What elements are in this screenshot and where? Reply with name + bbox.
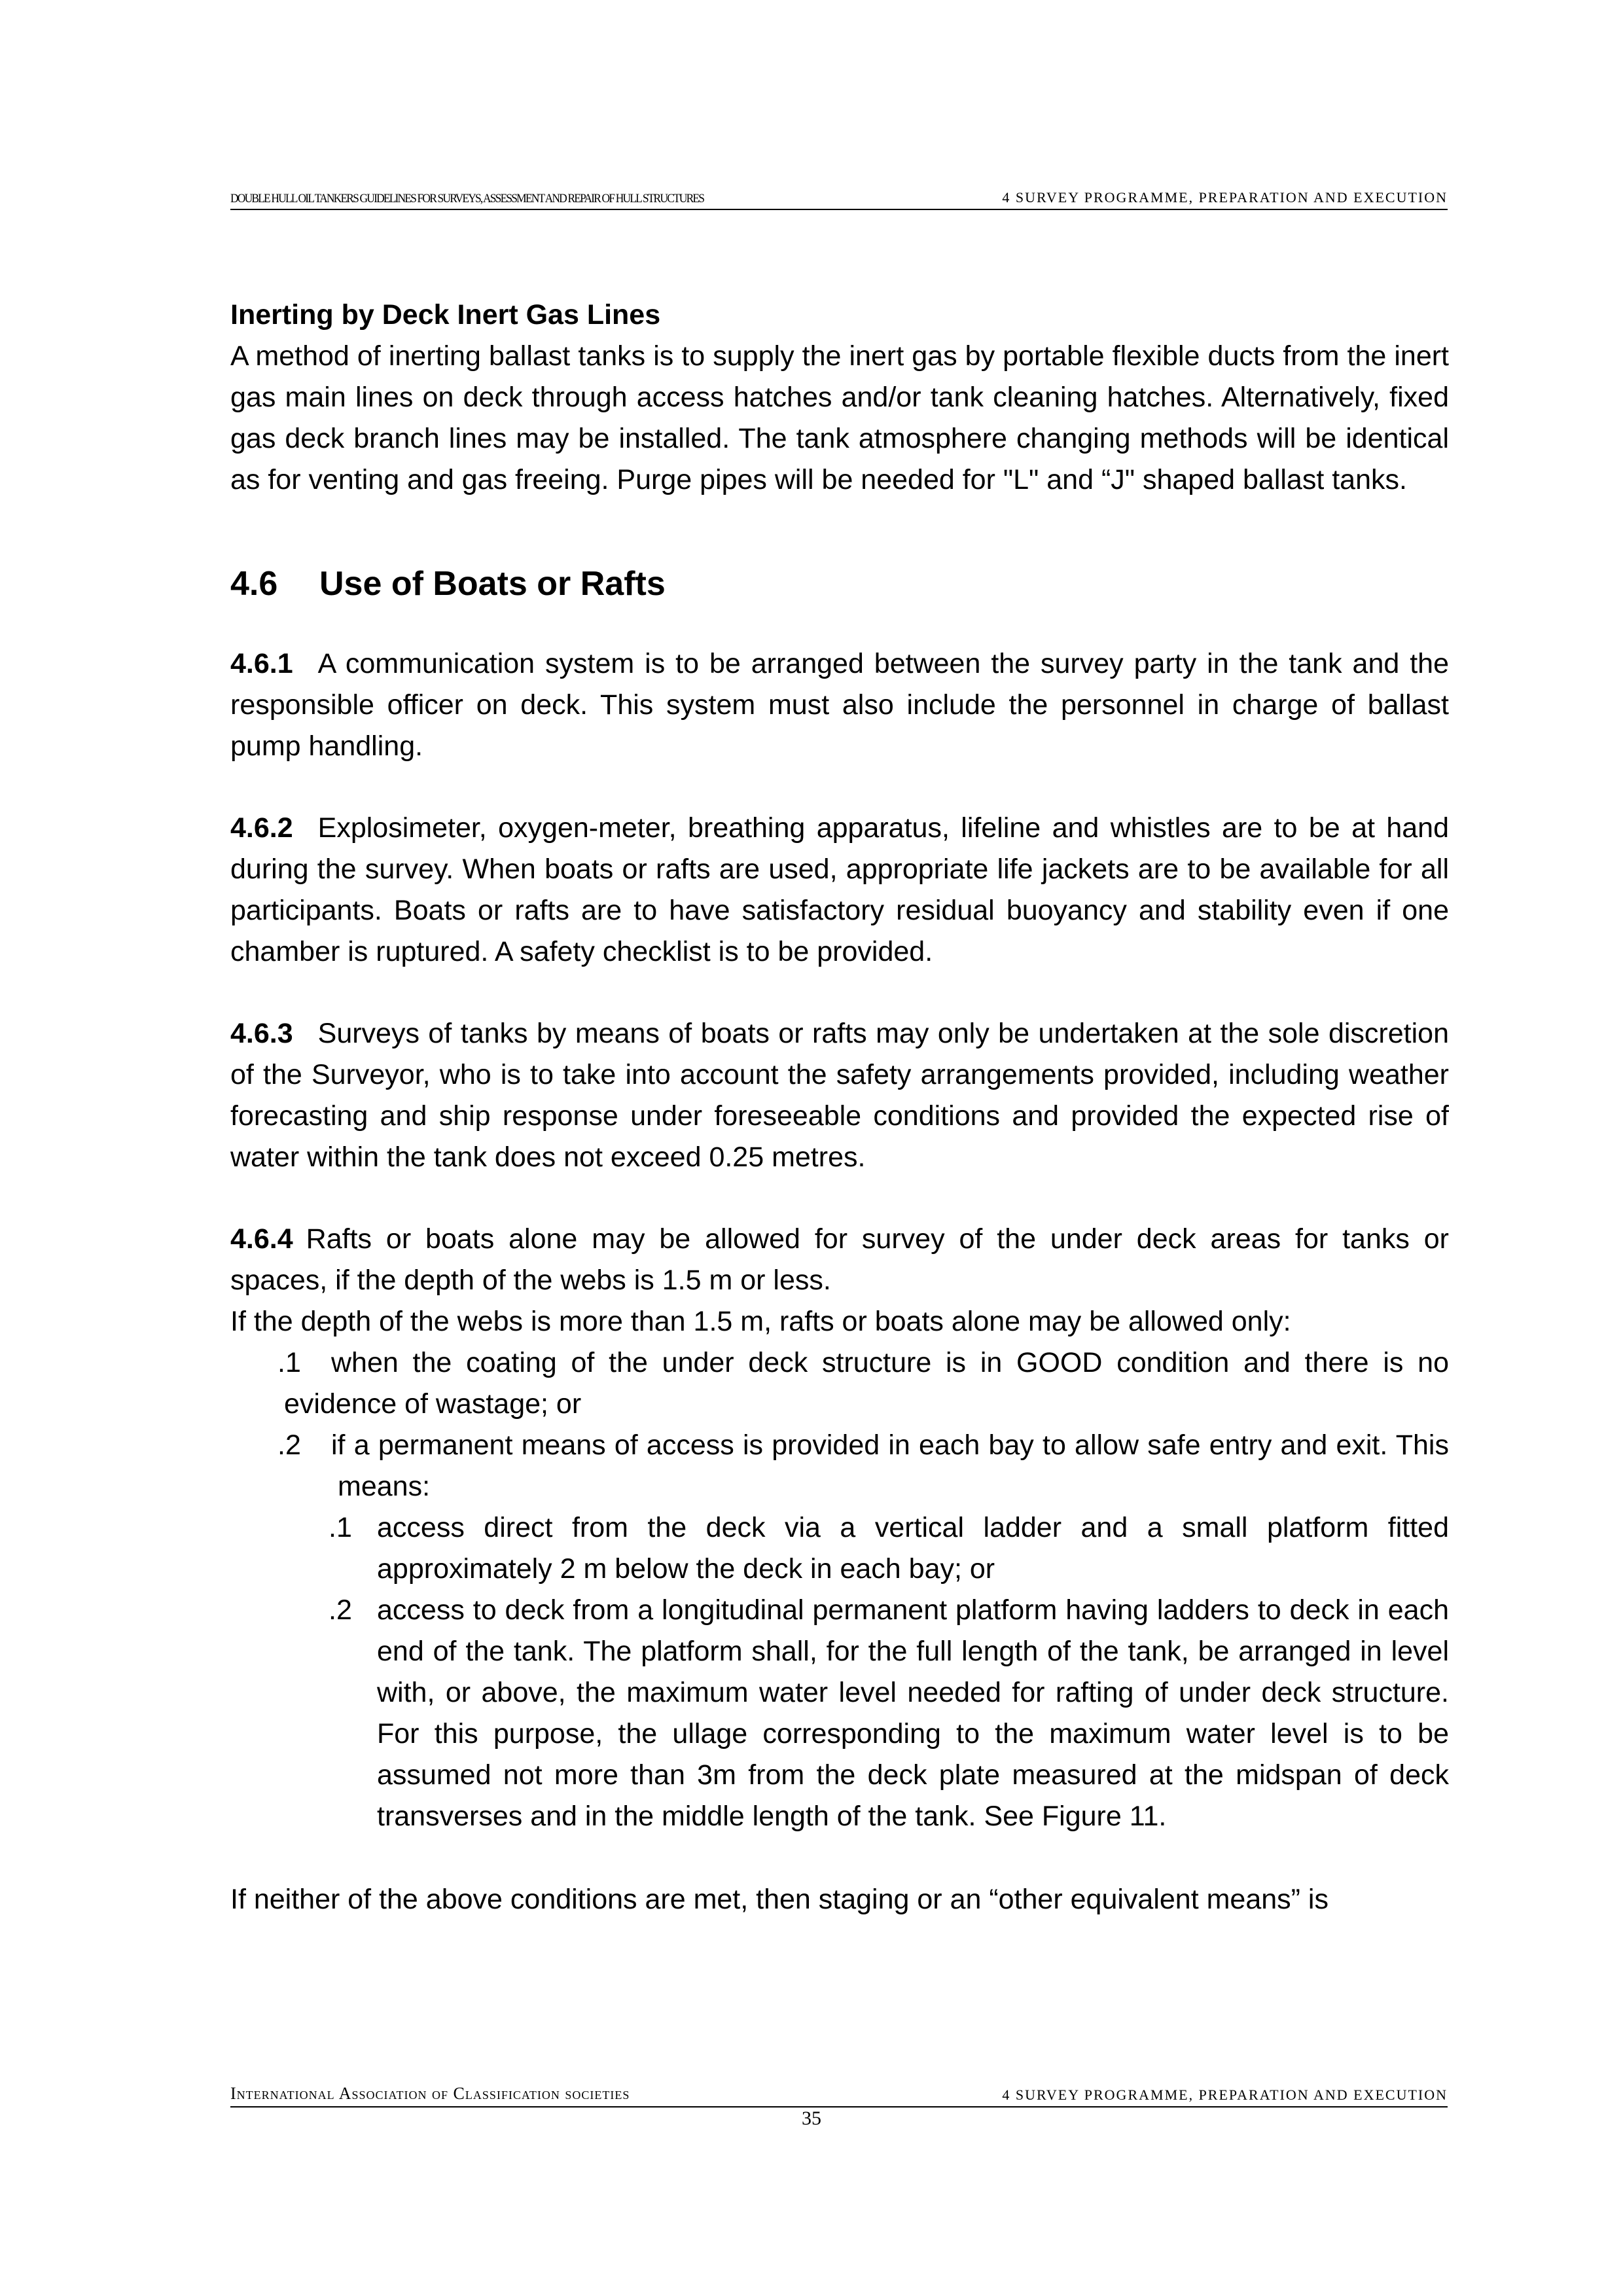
footer-chapter-title: 4 SURVEY PROGRAMME, PREPARATION AND EXECUTION [1002, 2087, 1448, 2103]
paragraph-number: 4.6.4 [230, 1223, 293, 1255]
list-marker: .1 [277, 1347, 301, 1378]
paragraph-number: 4.6.2 [230, 812, 293, 844]
section-number: 4.6 [230, 565, 278, 603]
sub-list-item [230, 1507, 1449, 1590]
paragraph-final: If neither of the above conditions are met, then staging or an “other equivalent means” is [230, 1884, 1329, 1915]
list-item [230, 1342, 1449, 1425]
list-item [230, 1425, 1449, 1507]
paragraph-number: 4.6.1 [230, 648, 293, 679]
paragraph-4-6-2 [230, 808, 1449, 973]
subheading-inerting: Inerting by Deck Inert Gas Lines [230, 299, 661, 331]
header-document-title: DOUBLE HULL OIL TANKERS GUIDELINES FOR SURVEYS, ASSESSMENT AND REPAIR OF HULL STRUCTURES [230, 192, 704, 206]
condition-intro: If the depth of the webs is more than 1.5 m, rafts or boats alone may be allowed only: [230, 1306, 1291, 1337]
list-item-text-wrap [284, 1342, 1449, 1425]
footer-organization: International Association of Classification societies [230, 2084, 630, 2103]
paragraph-inerting: A method of inerting ballast tanks is to supply the inert gas by portable flexible ducts from the inert gas main lines on deck through access hatches and/or tank cleaning hatches. Alternatively, fixed gas deck branch lines may be installed. The tank atmosphere changing methods will be identical as for venting and gas freeing. Purge pipes will be needed for "L" and “J" shaped ballast tanks. [230, 340, 1449, 495]
paragraph-text: Rafts or boats alone may be allowed for survey of the under deck areas for tanks or spaces, if the depth of the webs is 1.5 m or less. [230, 1223, 1449, 1296]
paragraph-4-6-4 [230, 1219, 1449, 1301]
paragraph-text: Explosimeter, oxygen-meter, breathing apparatus, lifeline and whistles are to be at hand during the survey. When boats or rafts are used, appropriate life jackets are to be available for all participants. Boats or rafts are to have satisfactory residual buoyancy and stability even if one chamber is ruptured. A safety checklist is to be provided. [230, 812, 1449, 967]
paragraph-text: A communication system is to be arranged between the survey party in the tank and the responsible officer on deck. This system must also include the personnel in charge of ballast pump handling. [230, 648, 1449, 762]
paragraph-text: Surveys of tanks by means of boats or rafts may only be undertaken at the sole discretion of the Surveyor, who is to take into account the safety arrangements provided, including weather forecasting and ship response under foreseeable conditions and provided the expected rise of water within the tank does not exceed 0.25 metres. [230, 1018, 1449, 1173]
list-marker: .1 [329, 1512, 352, 1543]
list-marker: .2 [277, 1429, 301, 1461]
list-item-text: when the coating of the under deck structure is in GOOD condition and there is no evidence of wastage; or [284, 1347, 1449, 1420]
paragraph-number: 4.6.3 [230, 1018, 293, 1049]
paragraph-4-6-1 [230, 643, 1449, 767]
page-content [230, 295, 1449, 1920]
list-item-text: if a permanent means of access is provided in each bay to allow safe entry and exit. This means: [331, 1429, 1449, 1502]
list-item-text-wrap [284, 1425, 1449, 1507]
list-marker: .2 [329, 1594, 352, 1626]
header-chapter-title: 4 SURVEY PROGRAMME, PREPARATION AND EXECUTION [1002, 189, 1448, 206]
page-number: 35 [802, 2108, 821, 2129]
section-title: Use of Boats or Rafts [319, 565, 666, 603]
sub-list-item-text: access to deck from a longitudinal permanent platform having ladders to deck in each end of the tank. The platform shall, for the full length of the tank, be arranged in level with, or above, the maximum water level needed for rafting of under deck structure. For this purpose, the ullage corresponding to the maximum water level is to be assumed not more than 3m from the deck plate measured at the midspan of deck transverses and in the middle length of the tank. See Figure 11. [377, 1594, 1449, 1832]
sub-list-item [230, 1590, 1449, 1837]
section-heading [230, 561, 1449, 607]
sub-list-item-text: access direct from the deck via a vertical ladder and a small platform fitted approximately 2 m below the deck in each bay; or [377, 1512, 1449, 1585]
paragraph-4-6-3 [230, 1013, 1449, 1178]
running-header [230, 185, 1448, 210]
running-footer [230, 2083, 1448, 2108]
